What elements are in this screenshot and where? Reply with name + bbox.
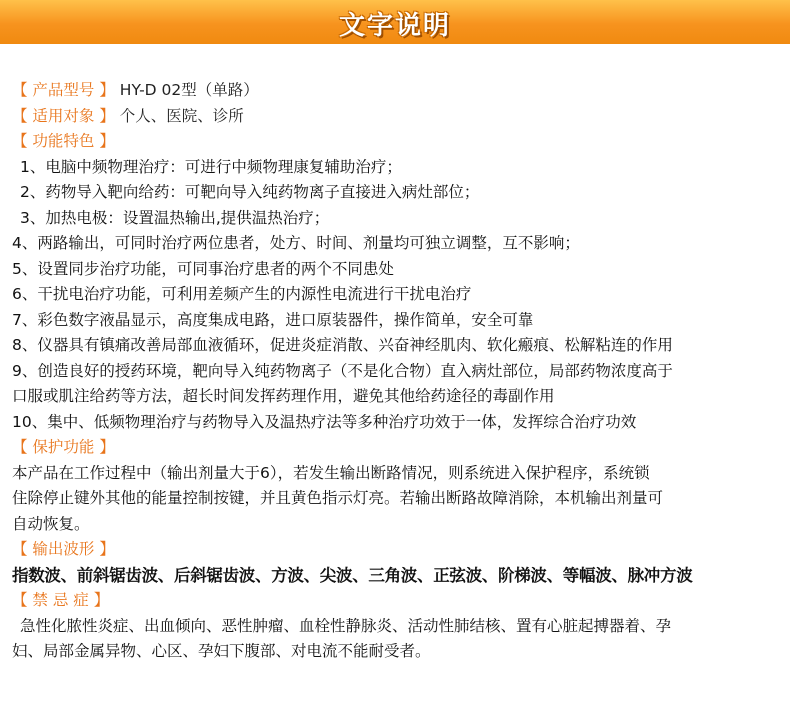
model-row	[12, 78, 782, 104]
title-banner	[0, 0, 790, 44]
contraindications-label: 【 禁 忌 症 】	[12, 591, 110, 609]
waveforms-value: 指数波、前斜锯齿波、后斜锯齿波、方波、尖波、三角波、正弦波、阶梯波、等幅波、脉冲方波	[12, 565, 693, 585]
model-value: HY-D 02型（单路）	[119, 81, 259, 99]
waveforms-label: 【 输出波形 】	[12, 540, 115, 558]
feature-item: 5、设置同步治疗功能，可同事治疗患者的两个不同患处	[12, 259, 394, 278]
feature-item: 1、电脑中频物理治疗：可进行中频物理康复辅助治疗；	[20, 157, 402, 176]
target-row	[12, 104, 782, 130]
feature-item: 6、干扰电治疗功能，可利用差频产生的内源性电流进行干扰电治疗	[12, 285, 472, 303]
feature-item: 4、两路输出，可同时治疗两位患者，处方、时间、剂量均可独立调整，互不影响；	[12, 234, 580, 252]
feature-item: 3、加热电极：设置温热输出,提供温热治疗；	[20, 208, 330, 227]
feature-item: 8、仪器具有镇痛改善局部血液循环，促进炎症消散、兴奋神经肌肉、软化瘢痕、松解粘连的作用	[12, 336, 673, 354]
target-label: 【 适用对象 】	[12, 106, 115, 125]
feature-item: 7、彩色数字液晶显示，高度集成电路，进口原装器件，操作简单，安全可靠	[12, 310, 534, 329]
banner-title: 文字说明	[338, 11, 451, 41]
protection-label: 【 保护功能 】	[12, 438, 115, 456]
contraindication-line: 妇、局部金属异物、心区、孕妇下腹部、对电流不能耐受者。	[12, 642, 431, 660]
description-content	[12, 78, 782, 665]
feature-item: 9、创造良好的授药环境，靶向导入纯药物离子（不是化合物）直入病灶部位，局部药物浓度高于	[12, 361, 673, 380]
protection-line: 自动恢复。	[12, 514, 90, 533]
model-label: 【 产品型号 】	[12, 81, 115, 99]
feature-item: 2、药物导入靶向给药：可靶向导入纯药物离子直接进入病灶部位；	[20, 183, 480, 201]
contraindication-line: 急性化脓性炎症、出血倾向、恶性肿瘤、血栓性静脉炎、活动性肺结核、置有心脏起搏器着、孕	[20, 616, 672, 635]
feature-item: 口服或肌注给药等方法，超长时间发挥药理作用，避免其他给药途径的毒副作用	[12, 387, 555, 405]
protection-line: 本产品在工作过程中（输出剂量大于6），若发生输出断路情况，则系统进入保护程序，系统锁	[12, 463, 650, 482]
feature-item: 10、集中、低频物理治疗与药物导入及温热疗法等多种治疗功效于一体，发挥综合治疗功效	[12, 412, 637, 431]
target-value: 个人、医院、诊所	[119, 106, 244, 125]
features-label: 【 功能特色 】	[12, 132, 115, 150]
protection-line: 住除停止键外其他的能量控制按键，并且黄色指示灯亮。若输出断路故障消除，本机输出剂量可	[12, 489, 664, 507]
